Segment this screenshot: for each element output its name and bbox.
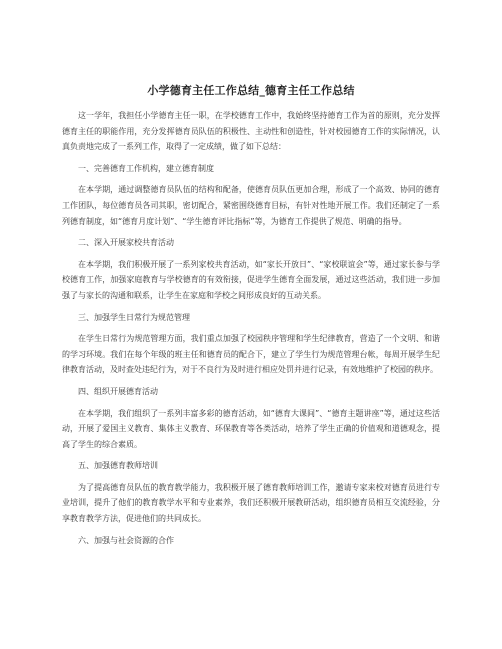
section-heading-6: 六、加强与社会资源的合作 xyxy=(78,535,174,545)
section-heading-5: 五、加强德育教师培训 xyxy=(78,461,158,471)
intro-paragraph: 这一学年，我担任小学德育主任一职，在学校德育工作中，我始终坚持德育工作为首的原则，充分发挥德育主任的职能作用，充分发挥德育员队伍的积极性、主动性和创造性，针对校园德育工作的实际情况，认真负责地完成了一系列工作，取得了一定成绩，做了如下总结： xyxy=(62,111,440,152)
section-body-5: 为了提高德育员队伍的教育教学能力，我积极开展了德育教师培训工作，邀请专家来校对德育员进行专业培训，提升了他们的教育教学水平和专业素养，我们还积极开展教研活动，组织德育员相互交流经验，分享教育教学方法，促进他们的共同成长。 xyxy=(62,482,440,524)
section-heading-1: 一、完善德育工作机构，建立德育制度 xyxy=(78,163,214,173)
document-title: 小学德育主任工作总结_德育主任工作总结 xyxy=(147,84,355,97)
section-body-3: 在学生日常行为规范管理方面，我们重点加强了校园秩序管理和学生纪律教育，营造了一个文明、和谐的学习环境。我们在每个年级的班主任和德育员的配合下，建立了学生行为规范管理台帐，每周开展学生纪律教育活动，及时查处违纪行为，对于不良行为及时进行相应处罚并进行记录，有效地维护了校园的秩序。 xyxy=(62,334,440,375)
section-heading-2: 二、深入开展家校共育活动 xyxy=(78,238,174,248)
section-heading-3: 三、加强学生日常行为规范管理 xyxy=(78,312,190,322)
section-heading-4: 四、组织开展德育活动 xyxy=(78,386,158,396)
section-body-2: 在本学期，我们积极开展了一系列家校共育活动，如“家长开放日”、“家校联谊会”等，通过家长参与学校德育工作，加强家庭教育与学校德育的有效衔接，促进学生德育全面发展，通过这些活动，我们进一步加强了与家长的沟通和联系，让学生在家庭和学校之间形成良好的互动关系。 xyxy=(62,259,440,300)
section-body-1: 在本学期，通过调整德育员队伍的结构和配备，使德育员队伍更加合理，形成了一个高效、协同的德育工作团队，每位德育员各司其职，密切配合，紧密围绕德育目标，有针对性地开展工作。我们还制定了一系列德育制度，如“德育月度计划”、“学生德育评比指标”等，为德育工作提供了规范、明确的指导。 xyxy=(62,185,440,226)
section-body-4: 在本学期，我们组织了一系列丰富多彩的德育活动，如“德育大课间”、“德育主题讲座”等，通过这些活动，开展了爱国主义教育、集体主义教育、环保教育等各类活动，培养了学生正确的价值观和道德观念，提高了学生的综合素质。 xyxy=(62,408,440,449)
